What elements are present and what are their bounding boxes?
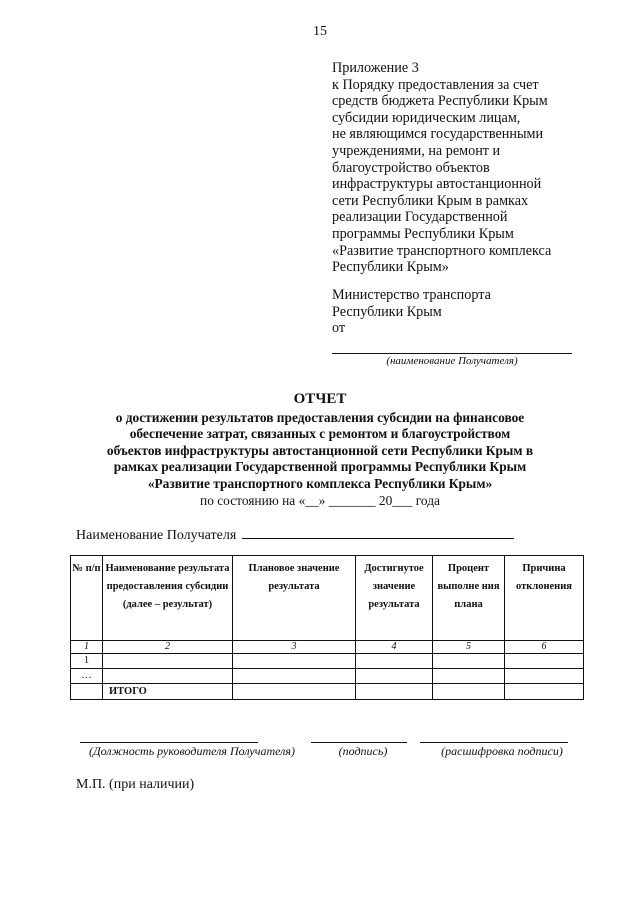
subtitle-line: рамках реализации Государственной программы Республики Крым [113,459,527,475]
appendix-line: программы Республики Крым [332,225,514,242]
column-number: 6 [505,641,584,654]
header-cell-reason: Причина отклонения [505,556,584,641]
table-cell[interactable] [433,654,505,669]
position-caption: (Должность руководителя Получателя) [89,744,295,758]
report-table [70,555,584,700]
table-cell[interactable] [433,684,505,700]
appendix-line: не являющимся государственными [332,126,544,143]
header-cell-number: № п/п [71,556,103,641]
position-fill-line[interactable] [80,742,258,743]
table-cell[interactable] [433,669,505,684]
column-number: 1 [71,641,103,654]
appendix-line: к Порядку предоставления за счет [332,76,539,93]
table-cell[interactable] [505,684,584,700]
column-number: 2 [103,641,233,654]
table-cell[interactable] [233,654,356,669]
recipient-fill-line[interactable] [332,353,572,354]
table-cell: … [71,669,103,684]
signature-fill-line[interactable] [311,742,407,743]
column-number: 4 [356,641,433,654]
page-number: 15 [313,24,327,39]
table-cell [71,684,103,700]
subtitle-line: обеспечение затрат, связанных с ремонтом и благоустройством [129,426,511,442]
table-cell[interactable] [103,669,233,684]
recipient-name-row [76,526,514,544]
recipient-label: Наименование Получателя [76,528,237,543]
addressee-block [332,287,612,337]
appendix-line: средств бюджета Республики Крым [332,93,548,110]
appendix-line: Приложение 3 [332,60,419,76]
appendix-line: Республики Крым» [332,259,449,276]
table-total-row [71,684,584,700]
report-title: ОТЧЕТ [293,391,347,407]
subtitle-line: объектов инфраструктуры автостанционной сети Республики Крым в [106,442,534,458]
addressee-line: от [332,320,346,337]
column-number-row [71,641,584,654]
stamp-place: М.П. (при наличии) [76,777,195,792]
decryption-caption: (расшифровка подписи) [441,744,563,758]
table-cell[interactable] [356,684,433,700]
appendix-line: сети Республики Крым в рамках [332,192,529,209]
report-subtitle [60,410,580,492]
table-row [71,654,584,669]
appendix-line: инфраструктуры автостанционной [332,176,542,193]
header-cell-percent: Процент выполне ния плана [433,556,505,641]
table-cell[interactable] [505,654,584,669]
appendix-line: благоустройство объектов [332,159,490,176]
appendix-line: субсидии юридическим лицам, [332,109,521,126]
table-cell[interactable] [233,684,356,700]
header-cell-planned: Плановое значение результата [233,556,356,641]
total-label: ИТОГО [103,684,233,700]
appendix-line: «Развитие транспортного комплекса [332,242,552,259]
header-cell-achieved: Достигнутое значение результата [356,556,433,641]
signature-caption: (подпись) [338,744,388,758]
table-cell[interactable] [505,669,584,684]
column-number: 3 [233,641,356,654]
recipient-name-field[interactable] [242,526,514,539]
decryption-fill-line[interactable] [420,742,568,743]
report-date-line: по состоянию на «__» _______ 20___ года [200,493,440,508]
table-header-row [71,556,584,641]
table-cell[interactable] [103,654,233,669]
column-number: 5 [433,641,505,654]
table-cell[interactable] [233,669,356,684]
table-cell[interactable] [356,669,433,684]
subtitle-line: «Развитие транспортного комплекса Республики Крым» [147,475,493,491]
header-cell-result-name: Наименование результата предоставления субсидии (далее – результат) [103,556,233,641]
appendix-block [332,60,632,276]
appendix-line: реализации Государственной [332,209,508,226]
appendix-line: учреждениями, на ремонт и [332,142,501,159]
table-row [71,669,584,684]
subtitle-line: о достижении результатов предоставления субсидии на финансовое [115,410,525,425]
recipient-caption: (наименование Получателя) [386,355,518,367]
addressee-line: Республики Крым [332,303,442,320]
addressee-line: Министерство транспорта [332,287,491,303]
table-cell[interactable] [356,654,433,669]
table-cell: 1 [71,654,103,669]
